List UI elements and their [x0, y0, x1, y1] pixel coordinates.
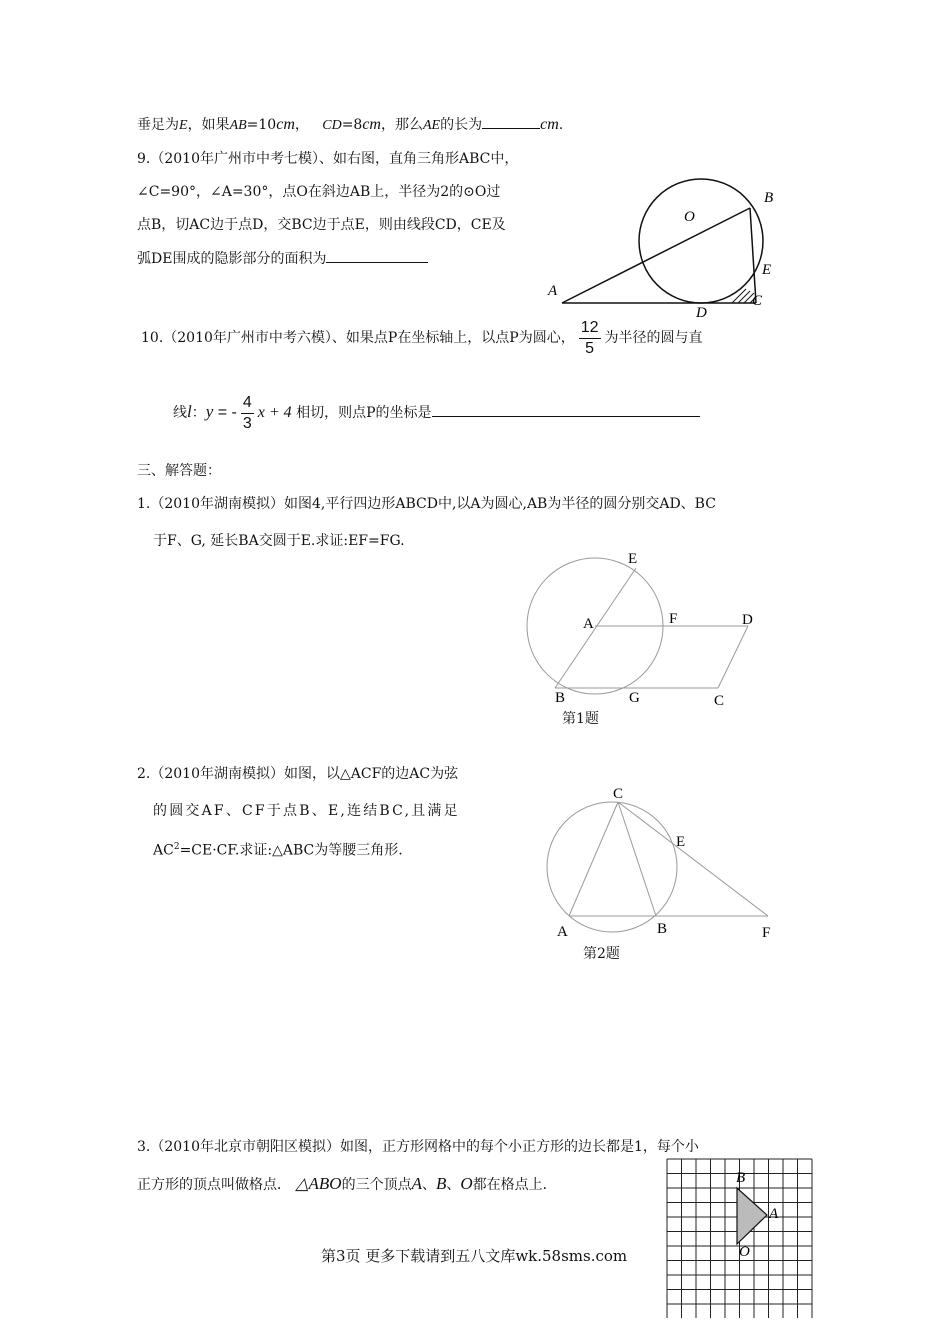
q9-line2: ∠C=90°，∠A=30°，点O在斜边AB上，半径为2的⊙O过 — [137, 184, 501, 200]
text: AC — [153, 842, 174, 859]
text: . — [558, 117, 564, 133]
p3-line2 — [137, 1172, 557, 1197]
fraction-slope — [241, 393, 254, 434]
p2-line3 — [153, 837, 403, 861]
text: ， — [294, 117, 309, 133]
label-a: A — [769, 1206, 779, 1222]
text: 正方形的顶点叫做格点． — [137, 1177, 291, 1193]
var-o: O — [460, 1174, 473, 1193]
text: 、 — [446, 1177, 461, 1193]
var-l: l — [187, 402, 192, 421]
p1-caption: 第1题 — [562, 711, 599, 727]
p3-grid-figure — [666, 1158, 814, 1318]
label-o: O — [739, 1244, 750, 1260]
value-cd: =8 — [341, 117, 363, 133]
q10-line1 — [141, 316, 703, 360]
unit-cm: cm — [362, 116, 381, 133]
text: 相切，则点P的坐标是 — [296, 405, 432, 421]
label-c: C — [613, 786, 624, 802]
side-bc — [750, 208, 756, 303]
var-e: E — [179, 118, 188, 133]
side-ab — [562, 208, 750, 303]
q9-line1: 9.（2010年广州市中考七模）、如右图，直角三角形ABC中， — [137, 151, 519, 167]
superscript: 2 — [173, 842, 180, 852]
text: =CE·CF.求证:△ABC为等腰三角形. — [179, 842, 403, 859]
var-ae: AE — [422, 118, 441, 133]
text: 的长为 — [440, 117, 483, 133]
equals-minus: = - — [213, 404, 237, 421]
label-e: E — [628, 551, 638, 567]
var-a: A — [411, 1174, 422, 1193]
segment-ac — [569, 802, 618, 916]
text: ，如果 — [187, 117, 230, 133]
q9-line3: 点B，切AC边于点D，交BC边于点E，则由线段CD，CE及 — [137, 217, 506, 233]
answer-blank[interactable] — [482, 114, 540, 129]
label-o: O — [684, 209, 695, 225]
label-d: D — [696, 305, 707, 321]
denominator: 3 — [242, 414, 252, 432]
label-b: B — [657, 921, 668, 937]
label-e: E — [676, 834, 686, 850]
p1-figure — [515, 545, 775, 730]
triangle-abo: △ABO — [295, 1174, 342, 1193]
label-a: A — [557, 924, 568, 940]
text: 的三个顶点 — [341, 1177, 412, 1193]
text: 弧DE围成的隐影部分的面积为 — [137, 251, 327, 267]
segment-cf — [618, 802, 768, 916]
denominator: 5 — [585, 339, 595, 357]
segment-be — [555, 568, 636, 688]
q8-continuation — [137, 114, 563, 136]
unit-cm: cm — [540, 116, 559, 133]
text: 为半径的圆与直 — [604, 330, 703, 346]
p2-caption: 第2题 — [583, 946, 620, 962]
answer-blank[interactable] — [326, 248, 428, 263]
label-f: F — [762, 925, 771, 941]
label-a: A — [548, 283, 558, 299]
section-title: 三、解答题： — [137, 463, 221, 479]
p2-figure — [540, 780, 790, 965]
label-g: G — [629, 690, 640, 706]
text: ： — [191, 405, 206, 421]
p2-line1: 2.（2010年湖南模拟）如图，以△ACF的边AC为弦 — [137, 766, 459, 782]
circle-o — [639, 179, 763, 303]
label-b: B — [736, 1170, 746, 1186]
text: 、 — [421, 1177, 436, 1193]
text: ，那么 — [380, 117, 423, 133]
segment-cd — [718, 626, 748, 688]
numerator: 12 — [579, 318, 601, 339]
triangle-abo-shape — [737, 1188, 767, 1244]
answer-blank[interactable] — [432, 402, 700, 417]
numerator: 4 — [241, 393, 254, 414]
p2-line2: 的圆交AF、CF于点B、E,连结BC,且满足 — [153, 803, 460, 819]
circle-ac — [547, 802, 677, 932]
q9-line4 — [137, 248, 428, 269]
p1-line2: 于F、G, 延长BA交圆于E.求证:EF=FG. — [153, 533, 405, 549]
var-y: y — [205, 402, 214, 421]
label-c: C — [752, 293, 763, 309]
label-c: C — [714, 693, 725, 709]
fraction-radius — [579, 318, 601, 359]
var-b: B — [435, 1174, 447, 1193]
text: 都在格点上． — [472, 1177, 557, 1193]
value-ab: =10 — [246, 117, 277, 133]
text: 10.（2010年广州市中考六模）、如果点P在坐标轴上，以点P为圆心， — [141, 330, 575, 346]
label-a: A — [583, 616, 594, 632]
var-ab: AB — [229, 118, 247, 133]
page-footer: 第3页 更多下载请到五八文库wk.58sms.com — [321, 1247, 628, 1265]
label-b: B — [764, 190, 774, 206]
text: 线 — [173, 405, 187, 421]
p1-line1: 1.（2010年湖南模拟）如图4,平行四边形ABCD中,以A为圆心,AB为半径的圆分别交AD、BC — [137, 496, 716, 512]
expr-x: x + 4 — [257, 404, 292, 421]
label-f: F — [669, 611, 678, 627]
unit-cm: cm — [276, 116, 295, 133]
text: 垂足为 — [137, 117, 179, 133]
q9-figure — [540, 175, 790, 325]
label-b: B — [555, 690, 566, 706]
segment-cb — [618, 802, 656, 916]
label-e: E — [762, 262, 772, 278]
p3-line1: 3.（2010年北京市朝阳区模拟）如图，正方形网格中的每个小正方形的边长都是1，每个小 — [137, 1139, 699, 1155]
label-d: D — [742, 612, 753, 628]
var-cd: CD — [322, 118, 342, 133]
q10-line2 — [173, 390, 700, 435]
